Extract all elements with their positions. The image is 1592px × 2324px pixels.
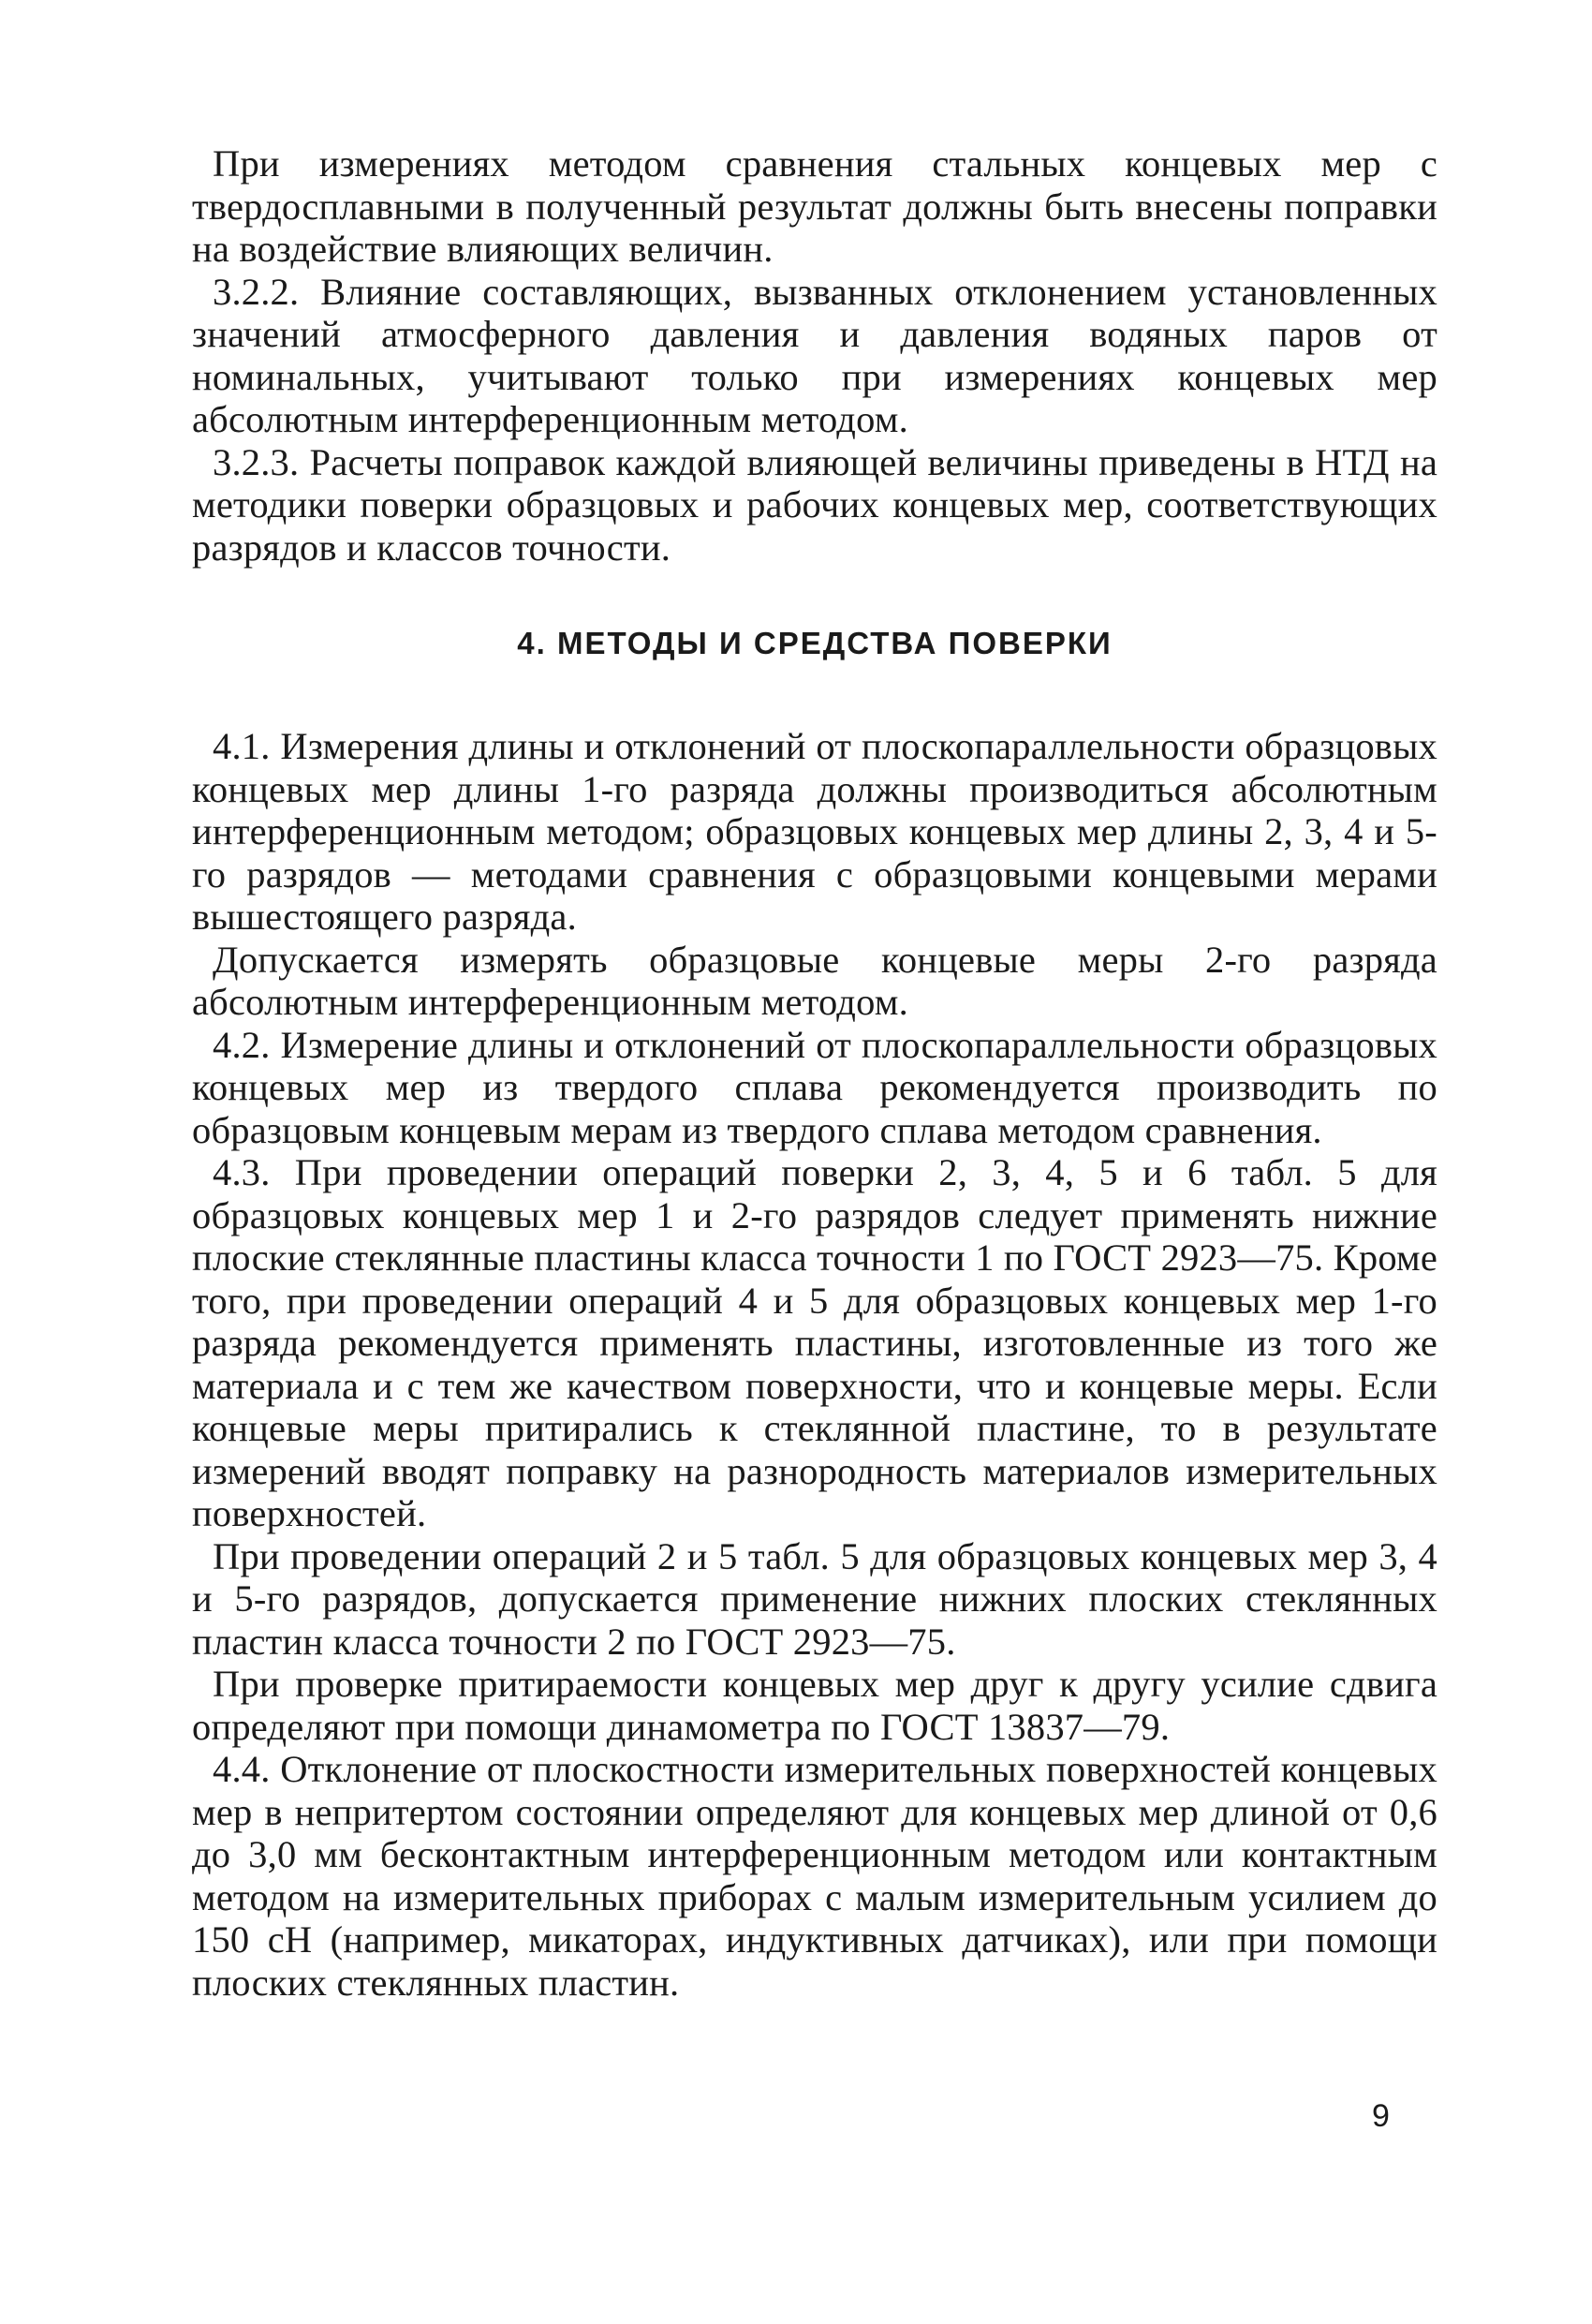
paragraph-comparison-corrections: При измерениях методом сравнения стальных концевых мер с твердосплавными в полученный результат должны быть внесены поправки на воздействие влияющих величин. bbox=[192, 142, 1437, 270]
section-text-block bbox=[192, 725, 1437, 2004]
paragraph-4-3-operations: При проведении операций 2 и 5 табл. 5 для образцовых концевых мер 3, 4 и 5-го разрядов, допускается применение нижних плоских стеклянных пластин класса точности 2 по ГОСТ 2923—75. bbox=[192, 1534, 1437, 1663]
page-number: 9 bbox=[1372, 2098, 1390, 2134]
paragraph-4-1: 4.1. Измерения длины и отклонений от плоскопараллельности образцовых концевых мер длины 1-го разряда должны производиться абсолютным интерференционным методом; образцовых концевых мер длины 2, 3, 4 и 5-го разрядов — методами сравнения с образцовыми концевыми мерами вышестоящего разряда. bbox=[192, 725, 1437, 938]
paragraph-4-3-wringing: При проверке притираемости концевых мер друг к другу усилие сдвига определяют при помощи динамометра по ГОСТ 13837—79. bbox=[192, 1663, 1437, 1748]
paragraph-3-2-2: 3.2.2. Влияние составляющих, вызванных отклонением установленных значений атмосферного давления и давления водяных паров от номинальных, учитывают только при измерениях концевых мер абсолютным интерференционным методом. bbox=[192, 270, 1437, 440]
section-heading: 4. МЕТОДЫ И СРЕДСТВА ПОВЕРКИ bbox=[517, 626, 1113, 660]
paragraph-4-1-allowance: Допускается измерять образцовые концевые меры 2-го разряда абсолютным интерференционным методом. bbox=[192, 938, 1437, 1023]
paragraph-4-2: 4.2. Измерение длины и отклонений от плоскопараллельности образцовых концевых мер из твердого сплава рекомендуется производить по образцовым концевым мерам из твердого сплава методом сравнения. bbox=[192, 1023, 1437, 1151]
paragraph-3-2-3: 3.2.3. Расчеты поправок каждой влияющей величины приведены в НТД на методики поверки образцовых и рабочих концевых мер, соответствующих разрядов и классов точности. bbox=[192, 440, 1437, 569]
paragraph-4-4: 4.4. Отклонение от плоскостности измерительных поверхностей концевых мер в непритертом состоянии определяют для концевых мер длиной от 0,6 до 3,0 мм бесконтактным интерференционным методом или контактным методом на измерительных приборах с малым измерительным усилием до 150 сН (например, микаторах, индуктивных датчиках), или при помощи плоских стеклянных пластин. bbox=[192, 1748, 1437, 2004]
intro-text-block bbox=[192, 142, 1437, 569]
paragraph-4-3: 4.3. При проведении операций поверки 2, 3, 4, 5 и 6 табл. 5 для образцовых концевых мер 1 и 2-го разрядов следует применять нижние плоские стеклянные пластины класса точности 1 по ГОСТ 2923—75. Кроме того, при проведении операций 4 и 5 для образцовых концевых мер 1-го разряда рекомендуется применять пластины, изготовленные из того же материала и с тем же качеством поверхности, что и концевые меры. Если концевые меры притирались к стеклянной пластине, то в результате измерений вводят поправку на разнородность материалов измерительных поверхностей. bbox=[192, 1151, 1437, 1534]
